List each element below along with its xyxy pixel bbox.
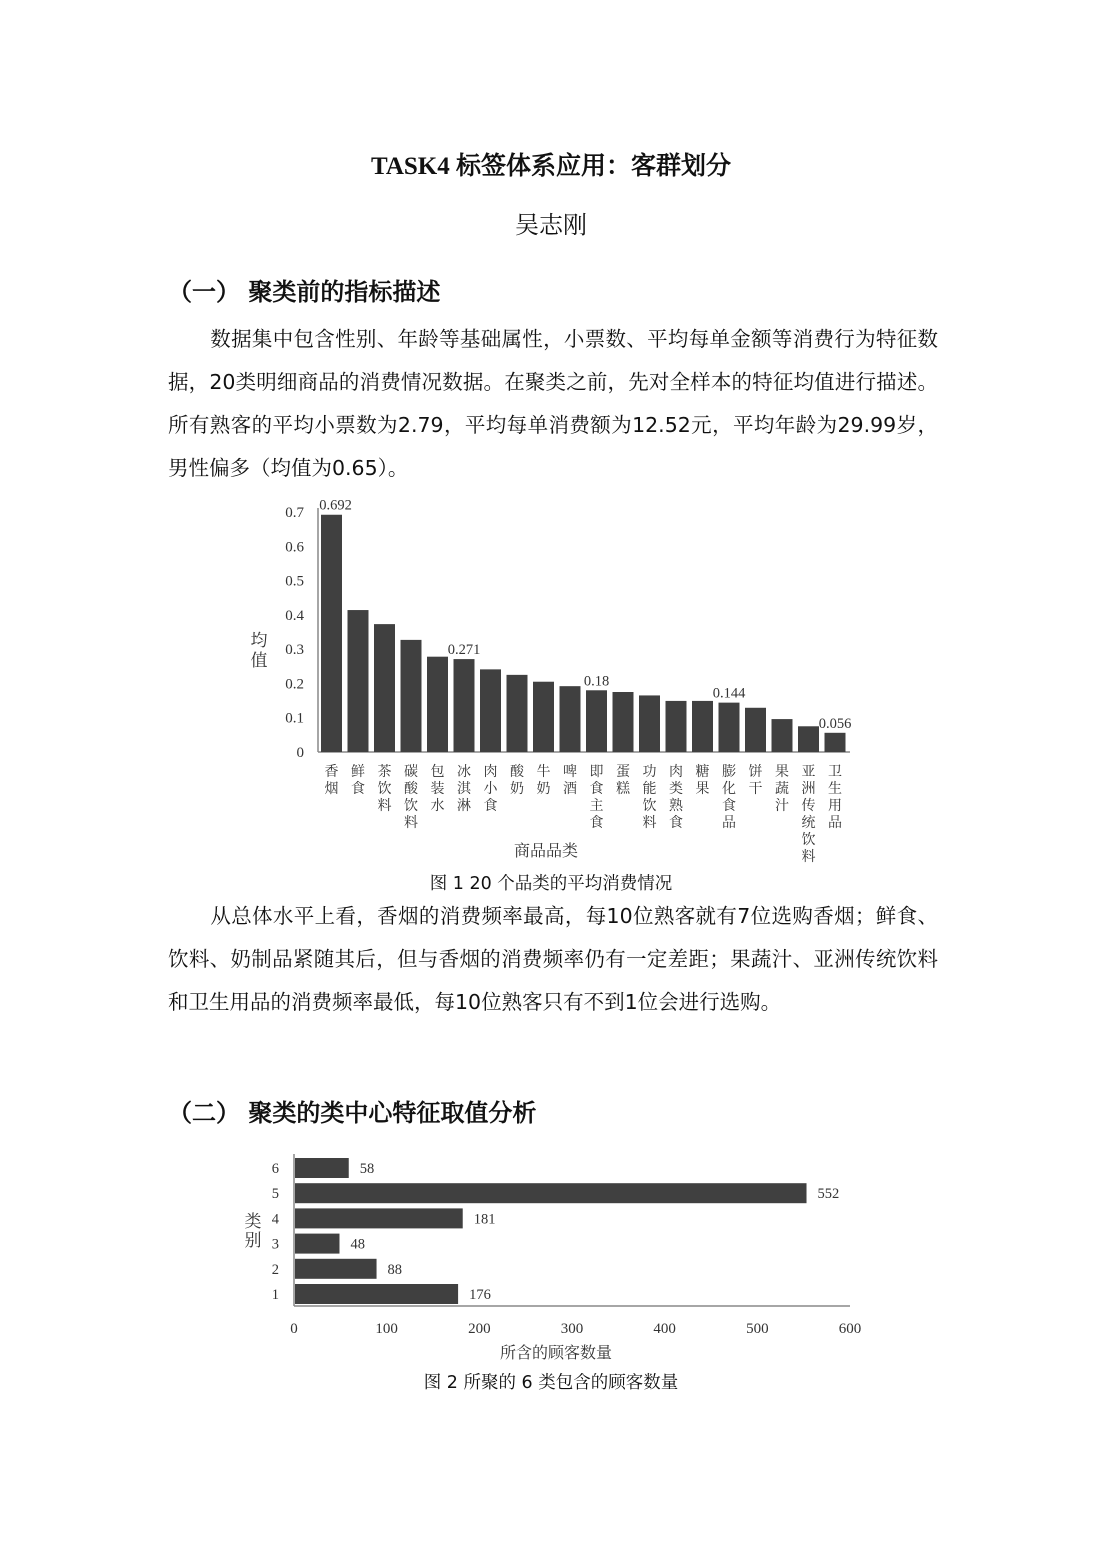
bar [507, 675, 528, 752]
x-tick-label: 600 [838, 1321, 862, 1337]
y-tick-label: 0 [296, 745, 304, 761]
document-title: TASK4 标签体系应用：客群划分 [371, 153, 731, 180]
bar [348, 610, 369, 752]
bar [586, 690, 607, 752]
bar-data-label: 0.144 [712, 685, 746, 702]
bar-data-label: 0.692 [319, 497, 352, 514]
bar [374, 624, 395, 752]
x-tick-label: 功 [642, 764, 657, 780]
bar [295, 1183, 807, 1203]
intro-paragraph-text: 数据集中包含性别、年龄等基础属性，小票数、平均每单金额等消费行为特征数据，20类明细商品的消费情况数据。在聚类之前，先对全样本的特征均值进行描述。所有熟客的平均小票数为2.79，平均每单消费额为12.52元，平均年龄为29.99岁，男性偏多（均值为0.65）。 [168, 327, 938, 480]
bar-data-label: 176 [469, 1287, 491, 1303]
x-tick-label: 小 [483, 781, 498, 797]
x-axis-label: 商品品类 [513, 841, 579, 860]
x-tick-label: 烟 [324, 781, 339, 797]
bar [321, 515, 342, 752]
x-tick-label: 食 [669, 815, 683, 831]
x-tick-label: 即 [589, 764, 604, 780]
section-heading-1: （一） 聚类前的指标描述 [168, 278, 441, 306]
x-tick-label: 0 [290, 1321, 298, 1337]
x-tick-label: 料 [642, 815, 657, 831]
analysis-paragraph [168, 895, 938, 1024]
x-tick-label: 食 [351, 781, 365, 797]
x-tick-label: 水 [430, 798, 445, 814]
bar-data-label: 88 [387, 1261, 403, 1278]
y-tick-label: 0.5 [285, 573, 304, 590]
figure-1-caption: 图 1 20 个品类的平均消费情况 [429, 874, 673, 894]
bar [560, 686, 581, 752]
bar [825, 733, 846, 752]
y-tick-label: 5 [271, 1186, 279, 1203]
bar [745, 708, 766, 752]
x-tick-label: 300 [560, 1321, 584, 1337]
x-tick-label: 亚 [801, 764, 816, 780]
x-tick-label: 肉 [669, 764, 683, 780]
x-tick-label: 酸 [510, 764, 524, 780]
x-tick-label: 奶 [536, 781, 551, 797]
y-axis-label: 别 [244, 1231, 262, 1251]
bar [639, 695, 660, 752]
x-tick-label: 生 [828, 781, 842, 797]
category-mean-bar-chart [230, 490, 890, 870]
y-tick-label: 0.6 [285, 539, 304, 556]
y-axis-label: 类 [244, 1212, 262, 1232]
author-name: 吴志刚 [515, 211, 587, 239]
intro-paragraph [168, 318, 938, 490]
bar-data-label: 0.271 [447, 642, 481, 659]
y-tick-label: 4 [271, 1211, 279, 1228]
y-tick-label: 3 [271, 1236, 279, 1253]
bar [295, 1259, 377, 1279]
x-tick-label: 酒 [563, 781, 577, 797]
y-tick-label: 0.2 [285, 676, 304, 693]
x-tick-label: 糕 [616, 781, 630, 797]
x-tick-label: 果 [695, 781, 710, 797]
x-tick-label: 汁 [775, 798, 789, 814]
x-tick-label: 品 [828, 815, 842, 831]
x-tick-label: 酸 [404, 781, 418, 797]
x-tick-label: 蔬 [775, 781, 789, 797]
y-tick-label: 2 [271, 1261, 279, 1278]
x-tick-label: 料 [801, 849, 816, 865]
x-tick-label: 饼 [748, 764, 763, 780]
x-tick-label: 品 [722, 815, 736, 831]
x-tick-label: 熟 [669, 798, 683, 814]
x-axis-label: 所含的顾客数量 [499, 1343, 613, 1362]
bar [295, 1284, 458, 1304]
x-tick-label: 料 [377, 798, 392, 814]
x-tick-label: 茶 [377, 764, 392, 780]
figure-2-caption: 图 2 所聚的 6 类包含的顾客数量 [423, 1373, 679, 1393]
x-tick-label: 食 [589, 781, 604, 797]
x-tick-label: 饮 [377, 781, 392, 797]
cluster-size-bar-chart [230, 1150, 890, 1365]
x-tick-label: 500 [746, 1321, 769, 1337]
x-tick-label: 干 [748, 781, 763, 797]
bar [295, 1158, 349, 1178]
x-tick-label: 饮 [801, 832, 816, 848]
x-tick-label: 200 [468, 1321, 491, 1337]
x-tick-label: 肉 [483, 764, 498, 780]
bar-data-label: 0.056 [818, 715, 852, 732]
analysis-paragraph-text: 从总体水平上看，香烟的消费频率最高，每10位熟客就有7位选购香烟；鲜食、饮料、奶制品紧随其后，但与香烟的消费频率仍有一定差距；果蔬汁、亚洲传统饮料和卫生用品的消费频率最低，每10位熟客只有不到1位会进行选购。 [168, 904, 938, 1014]
x-tick-label: 100 [375, 1321, 398, 1337]
bar [480, 669, 501, 752]
x-tick-label: 碳 [404, 764, 418, 780]
x-tick-label: 饮 [642, 798, 657, 814]
bar [454, 659, 475, 752]
x-tick-label: 啤 [563, 764, 577, 780]
x-tick-label: 400 [653, 1321, 676, 1337]
bar [798, 726, 819, 752]
x-tick-label: 包 [430, 764, 445, 780]
x-tick-label: 淇 [457, 781, 471, 797]
y-tick-label: 1 [271, 1287, 279, 1303]
bar [427, 657, 448, 752]
x-tick-label: 淋 [457, 798, 471, 814]
x-tick-label: 鲜 [351, 764, 365, 780]
y-tick-label: 0.1 [285, 710, 304, 727]
bar [692, 701, 713, 752]
bar-data-label: 48 [350, 1236, 365, 1253]
x-tick-label: 用 [828, 798, 842, 814]
x-tick-label: 膨 [722, 764, 736, 780]
x-tick-label: 装 [430, 781, 445, 797]
bar [533, 682, 554, 752]
bar [772, 719, 793, 752]
bar-data-label: 181 [473, 1211, 496, 1228]
y-tick-label: 0.4 [285, 607, 304, 624]
x-tick-label: 香 [324, 764, 339, 780]
x-tick-label: 能 [642, 781, 657, 797]
bar [666, 701, 687, 752]
x-tick-label: 统 [801, 815, 816, 831]
bar-data-label: 552 [817, 1186, 840, 1203]
x-tick-label: 食 [589, 815, 604, 831]
x-tick-label: 蛋 [616, 764, 630, 780]
x-tick-label: 传 [801, 798, 816, 814]
bar-data-label: 58 [359, 1161, 375, 1177]
x-tick-label: 卫 [828, 764, 842, 780]
x-tick-label: 饮 [404, 798, 418, 814]
y-axis-label: 均 [250, 631, 268, 651]
bar [613, 692, 634, 752]
y-tick-label: 0.7 [285, 505, 304, 521]
x-tick-label: 奶 [510, 781, 524, 797]
x-tick-label: 冰 [457, 764, 471, 780]
x-tick-label: 类 [669, 781, 683, 797]
x-tick-label: 果 [775, 764, 789, 780]
y-axis-label: 值 [250, 651, 268, 671]
bar [295, 1234, 339, 1254]
x-tick-label: 食 [483, 798, 498, 814]
x-tick-label: 化 [722, 781, 736, 797]
bar-data-label: 0.18 [583, 673, 610, 690]
section-heading-2: （二） 聚类的类中心特征取值分析 [168, 1099, 537, 1127]
x-tick-label: 食 [722, 798, 736, 814]
x-tick-label: 牛 [536, 764, 551, 780]
y-tick-label: 6 [271, 1161, 279, 1177]
bar [719, 703, 740, 752]
bar [295, 1208, 463, 1228]
x-tick-label: 料 [404, 815, 418, 831]
x-tick-label: 主 [589, 798, 604, 814]
bar [401, 640, 422, 752]
x-tick-label: 糖 [695, 764, 710, 780]
x-tick-label: 洲 [801, 781, 816, 797]
y-tick-label: 0.3 [285, 642, 304, 659]
